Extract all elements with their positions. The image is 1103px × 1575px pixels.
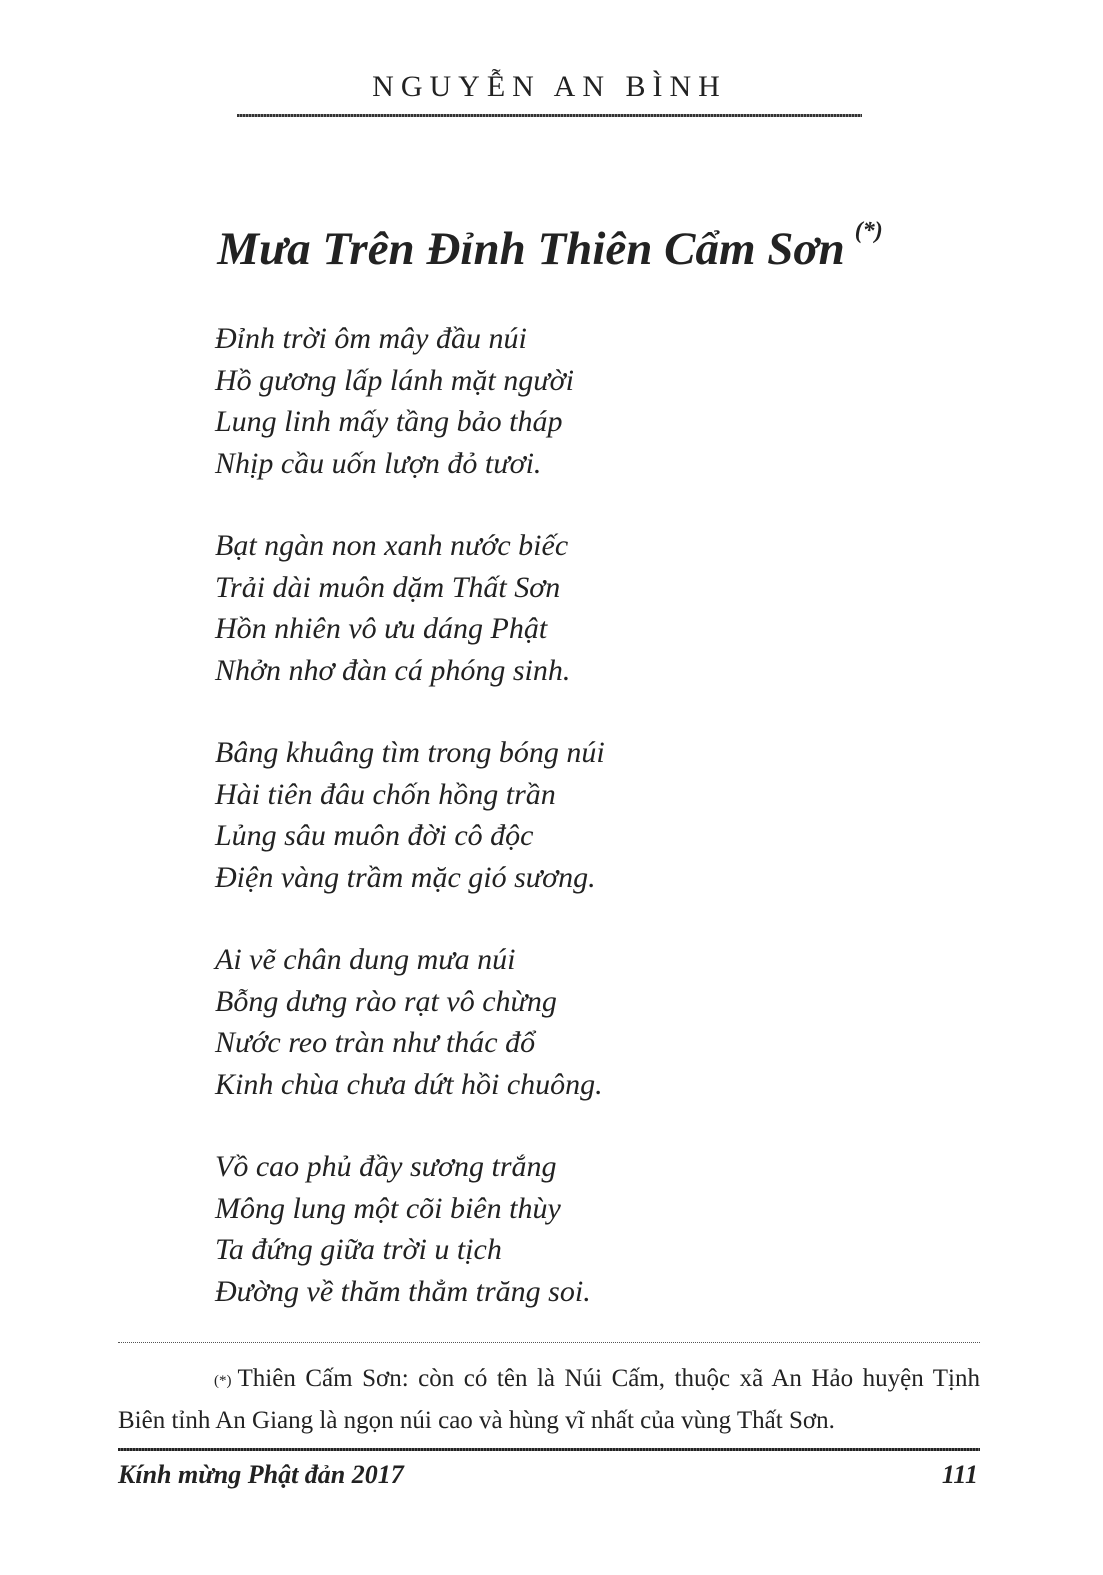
footnote-text: Thiên Cấm Sơn: còn có tên là Núi Cấm, thuộc xã An Hảo huyện Tịnh Biên tỉnh An Giang là ngọn núi cao và hùng vĩ nhất của vùng Thất Sơn. (118, 1365, 980, 1434)
poem-line: Ta đứng giữa trời u tịch (215, 1233, 502, 1266)
poem-title-footnote-mark: (*) (854, 218, 883, 244)
footnote-separator (118, 1342, 980, 1344)
poem-line: Hài tiên đâu chốn hồng trần (215, 777, 556, 811)
poem-title-text: Mưa Trên Đỉnh Thiên Cẩm Sơn (217, 223, 845, 275)
poem-line: Hồ gương lấp lánh mặt người (215, 363, 574, 397)
poem-line: Kinh chùa chưa dứt hồi chuông. (215, 1067, 603, 1101)
poem-line: Bạt ngàn non xanh nước biếc (215, 529, 569, 562)
poem-line: Nhịp cầu uốn lượn đỏ tươi. (215, 446, 542, 480)
poem-line: Hồn nhiên vô ưu dáng Phật (215, 612, 548, 645)
header-rule (237, 114, 862, 117)
footer-publication: Kính mừng Phật đản 2017 (118, 1460, 404, 1489)
poem-line: Điện vàng trầm mặc gió sương. (215, 860, 596, 894)
poem-line: Nhởn nhơ đàn cá phóng sinh. (215, 653, 571, 687)
poem-line: Vồ cao phủ đầy sương trắng (215, 1150, 557, 1183)
footer-rule (118, 1448, 980, 1451)
poem-line: Lủng sâu muôn đời cô độc (215, 819, 534, 852)
stanza-5 (215, 1146, 915, 1312)
poem-line: Nước reo tràn như thác đổ (215, 1026, 536, 1059)
poem-title (120, 218, 980, 276)
poem-line: Đường về thăm thẳm trăng soi. (215, 1274, 591, 1308)
poem-line: Trải dài muôn dặm Thất Sơn (215, 570, 561, 604)
footnote (118, 1358, 980, 1442)
stanza-4 (215, 939, 915, 1105)
running-header: NGUYỄN AN BÌNH (372, 70, 727, 103)
footnote-mark: (*) (214, 1373, 232, 1389)
poem-line: Lung linh mấy tầng bảo tháp (215, 405, 563, 438)
poem-line: Bâng khuâng tìm trong bóng núi (215, 736, 605, 769)
stanza-3 (215, 732, 915, 898)
poem-line: Mông lung một cõi biên thùy (215, 1191, 561, 1225)
stanza-1 (215, 318, 915, 484)
poem-line: Đỉnh trời ôm mây đầu núi (215, 322, 527, 355)
poem-line: Ai vẽ chân dung mưa núi (215, 943, 516, 976)
stanza-2 (215, 525, 915, 691)
poem-line: Bỗng dưng rào rạt vô chừng (215, 984, 557, 1018)
page-number: 111 (941, 1460, 978, 1489)
poem-body (215, 318, 915, 1353)
